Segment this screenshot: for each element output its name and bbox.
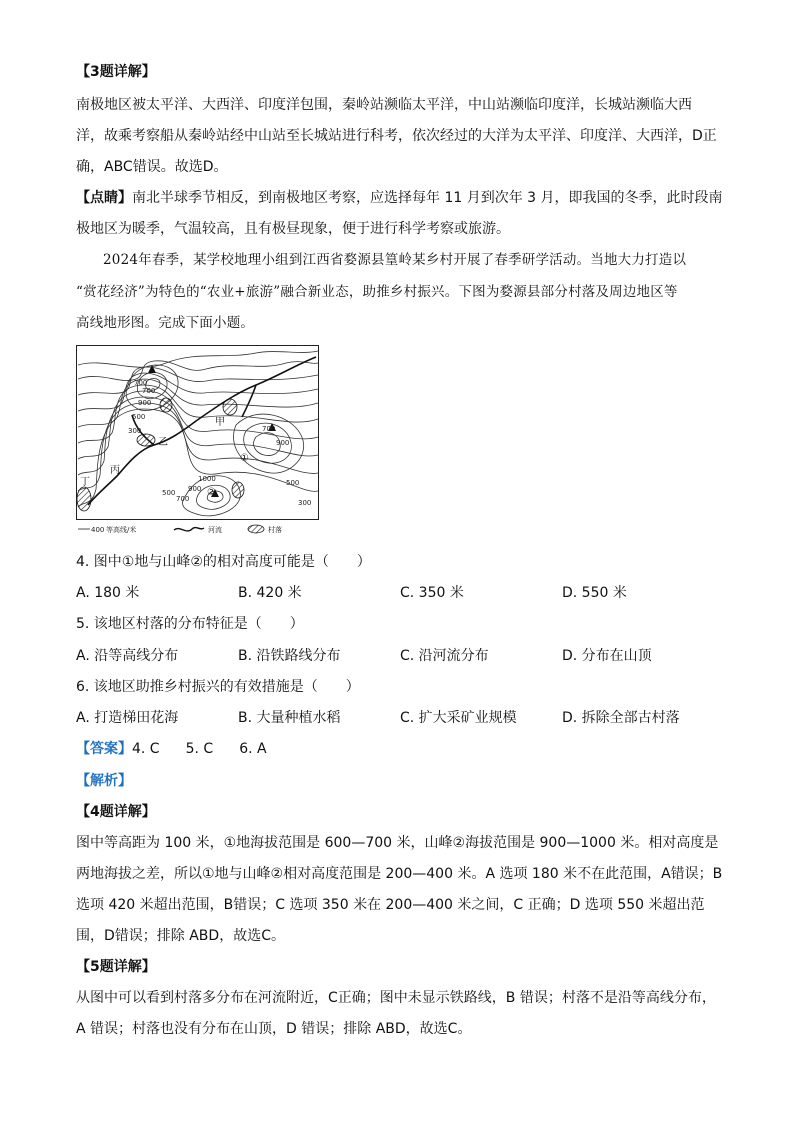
q5-body-line-1: 从图中可以看到村落多分布在河流附近，C正确；图中未显示铁路线，B 错误；村落不是沿等高线分布， — [76, 990, 716, 1006]
dianjing-label: 【点睛】 — [76, 190, 132, 206]
q4-option-a: A. 180 米 — [76, 585, 140, 601]
q5-option-a: A. 沿等高线分布 — [76, 648, 179, 664]
legend-river-symbol — [174, 528, 204, 531]
village-yi — [137, 434, 155, 446]
label-jia: 甲 — [215, 417, 225, 428]
label-ding: 丁 — [80, 477, 90, 488]
q3-body-line-3: 确，ABC错误。故选D。 — [76, 159, 228, 175]
legend-contour-value: 400 — [91, 526, 105, 534]
contour-label: 300 — [298, 499, 312, 507]
q5-option-b: B. 沿铁路线分布 — [238, 648, 341, 664]
question-4-stem: 4. 图中①地与山峰②的相对高度可能是（ ） — [76, 554, 371, 570]
q6-option-b: B. 大量种植水稻 — [238, 710, 341, 726]
q5-option-d: D. 分布在山顶 — [562, 648, 652, 664]
q4-body-line-4: 围，D错误；排除 ABD，故选C。 — [76, 928, 285, 944]
answer-label: 【答案】 — [76, 741, 132, 757]
map-legend — [78, 525, 282, 534]
analysis-label: 【解析】 — [76, 773, 132, 789]
legend-village-symbol — [248, 525, 264, 533]
passage-line-3: 高线地形图。完成下面小题。 — [76, 315, 255, 331]
village-north — [160, 398, 172, 412]
village-east — [232, 482, 244, 498]
question-5-stem: 5. 该地区村落的分布特征是（ ） — [76, 616, 304, 632]
q4-body-line-2: 两地海拔之差，所以①地与山峰②相对高度范围是 200—400 米。A 选项 180 米不在此范围，A错误；B — [76, 866, 723, 882]
contour-label: 900 — [188, 485, 202, 493]
q5-option-c: C. 沿河流分布 — [400, 648, 489, 664]
q6-option-a: A. 打造梯田花海 — [76, 710, 179, 726]
question-6-stem: 6. 该地区助推乡村振兴的有效措施是（ ） — [76, 679, 360, 695]
village-jia — [223, 399, 237, 415]
q4-option-d: D. 550 米 — [562, 585, 627, 601]
village-ding — [77, 487, 91, 511]
contour-label: 900 — [138, 399, 152, 407]
contour-map-figure — [76, 345, 319, 537]
answer-5: 5. C — [185, 741, 214, 757]
contour-label: 500 — [132, 413, 146, 421]
label-yi: 乙 — [158, 437, 168, 448]
contour-label: 700 — [134, 379, 148, 387]
label-bing: 丙 — [110, 465, 120, 476]
legend-river-label: 河流 — [208, 526, 222, 534]
q4-body-line-3: 选项 420 米超出范围，B错误；C 选项 350 米在 200—400 米之间，C 正确；D 选项 550 米超出范 — [76, 897, 705, 913]
dianjing-line-2: 极地区为暖季，气温较高，且有极昼现象，便于进行科学考察或旅游。 — [76, 221, 510, 237]
q3-body-line-2: 洋，故乘考察船从秦岭站经中山站至长城站进行科考，依次经过的大洋为太平洋、印度洋、大西洋，D正 — [76, 128, 717, 144]
q6-option-c: C. 扩大采矿业规模 — [400, 710, 517, 726]
legend-contour-label: 等高线/米 — [106, 526, 137, 534]
q4-option-c: C. 350 米 — [400, 585, 464, 601]
dianjing-text-1: 南北半球季节相反，到南极地区考察，应选择每年 11 月到次年 3 月，即我国的冬季，此时段南 — [132, 190, 723, 206]
map-frame — [77, 346, 319, 520]
contour-label: 700 — [142, 387, 156, 395]
contour-label: 300 — [128, 427, 142, 435]
q4-option-b: B. 420 米 — [238, 585, 302, 601]
contour-label: 700 — [262, 425, 276, 433]
dianjing-line-1 — [76, 188, 726, 208]
q5-header: 【5题详解】 — [76, 959, 156, 975]
contour-label: 900 — [276, 439, 290, 447]
q3-header: 【3题详解】 — [76, 64, 156, 80]
answer-line — [76, 739, 726, 759]
legend-village-label: 村落 — [268, 526, 282, 534]
contour-label: 500 — [286, 479, 300, 487]
q4-header: 【4题详解】 — [76, 804, 156, 820]
q6-option-d: D. 拆除全部古村落 — [562, 710, 680, 726]
contour-label: 500 — [162, 489, 176, 497]
q4-body-line-1: 图中等高距为 100 米，①地海拔范围是 600—700 米，山峰②海拔范围是 900—1000 米。相对高度是 — [76, 835, 719, 851]
contour-map-svg — [76, 345, 319, 537]
label-point-1: ① — [240, 453, 249, 464]
passage-line-1: 2024年春季，某学校地理小组到江西省婺源县篁岭某乡村开展了春季研学活动。当地大力打造以 — [103, 252, 687, 268]
contour-label: 700 — [176, 495, 190, 503]
answer-4: 4. C — [132, 741, 160, 757]
passage-line-2: “赏花经济”为特色的“农业+旅游”融合新业态，助推乡村振兴。下图为婺源县部分村落及周边地区等 — [76, 284, 678, 300]
answer-6: 6. A — [239, 741, 267, 757]
contour-label: 1000 — [198, 475, 216, 483]
label-point-2: ② — [207, 487, 216, 498]
q3-body-line-1: 南极地区被太平洋、大西洋、印度洋包围，秦岭站濒临太平洋，中山站濒临印度洋，长城站濒临大西 — [76, 97, 692, 113]
q5-body-line-2: A 错误；村落也没有分布在山顶，D 错误；排除 ABD，故选C。 — [76, 1021, 472, 1037]
